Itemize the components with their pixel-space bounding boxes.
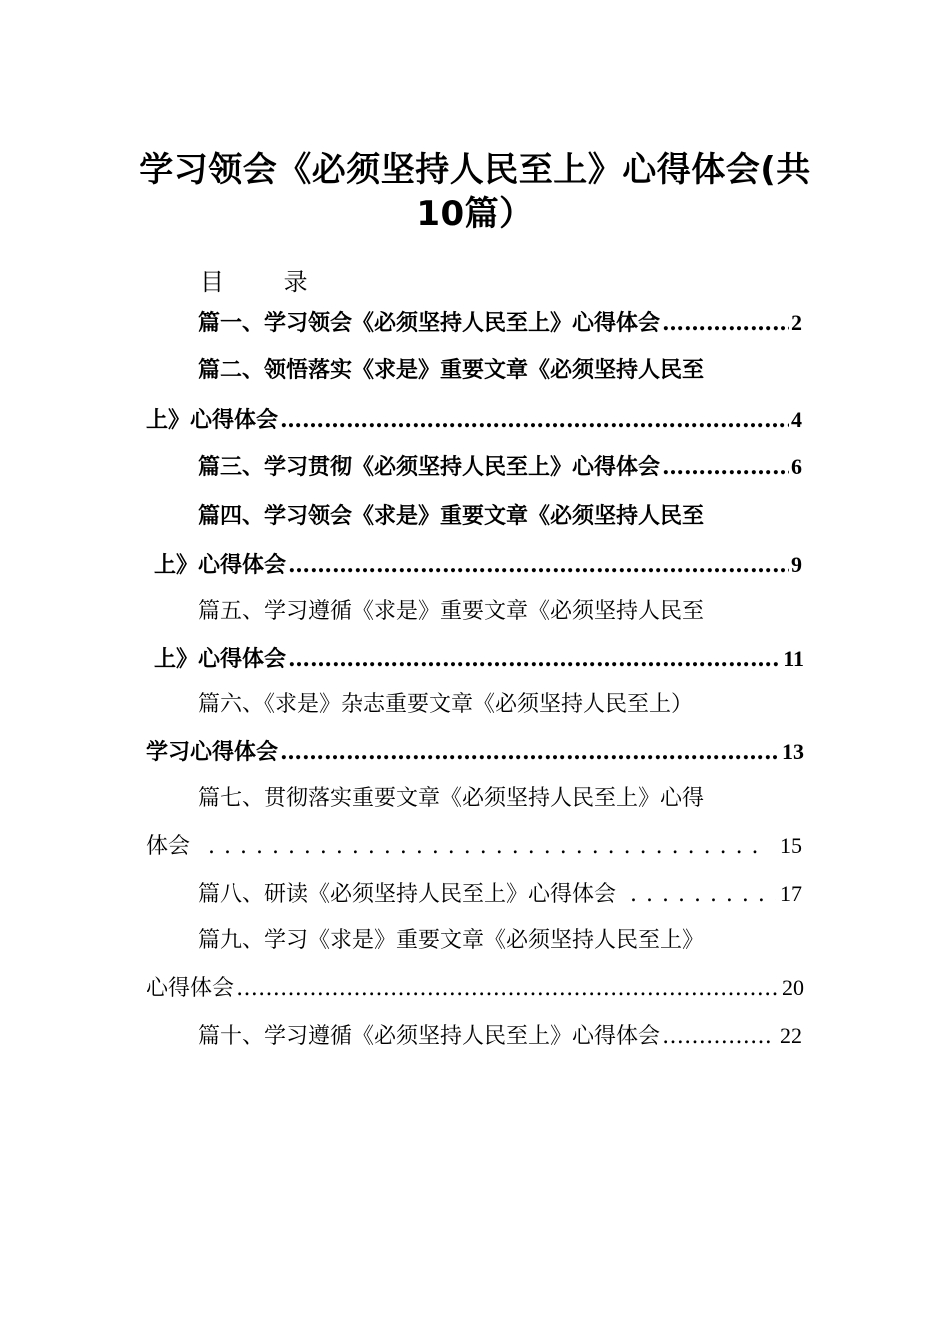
toc-entry-9-line-1[interactable] (198, 926, 704, 956)
toc-page-number: 13 (782, 739, 804, 764)
toc-page-number: 6 (791, 454, 802, 479)
toc-entry-5-line-1[interactable] (198, 597, 704, 627)
toc-entry-title: 篇六、《求是》杂志重要文章《必须坚持人民至上） (198, 692, 694, 717)
toc-leader (280, 737, 780, 767)
toc-page-number: 2 (791, 310, 802, 335)
toc-entry-6-line-1[interactable] (198, 690, 693, 720)
toc-entry-title: 篇九、学习《求是》重要文章《必须坚持人民至上》 (198, 928, 705, 953)
doc-title-line-1: 学习领会《必须坚持人民至上》心得体会(共 (139, 150, 811, 190)
toc-entry-6-line-2[interactable] (146, 737, 804, 768)
toc-entry-title-cont: 体会 (146, 834, 191, 859)
toc-page-number: 11 (783, 646, 804, 671)
toc-leader (236, 974, 780, 1004)
toc-entry-title: 篇三、学习贯彻《必须坚持人民至上》心得体会 (198, 455, 661, 480)
toc-entry-title-cont: 上》心得体会 (154, 647, 287, 672)
toc-entry-2-line-1[interactable] (198, 356, 704, 386)
toc-entry-title-cont: 学习心得体会 (146, 740, 279, 765)
toc-leader (662, 1022, 770, 1052)
toc-entry-title: 篇一、学习领会《必须坚持人民至上》心得体会 (198, 311, 661, 336)
toc-entry-title: 篇二、领悟落实《求是》重要文章《必须坚持人民至 (198, 358, 705, 383)
toc-leader (208, 832, 764, 862)
toc-entry-title-cont: 上》心得体会 (154, 553, 287, 578)
doc-title-line-2: 10篇） (416, 194, 534, 234)
toc-entry-8[interactable] (198, 879, 802, 910)
toc-page-number: 4 (791, 407, 802, 432)
toc-entry-10[interactable] (198, 1021, 802, 1052)
toc-entry-7-line-1[interactable] (198, 784, 704, 814)
toc-leader (662, 452, 789, 482)
toc-page-number: 22 (780, 1023, 802, 1048)
toc-entry-title: 篇十、学习遵循《必须坚持人民至上》心得体会 (198, 1024, 661, 1049)
toc-entry-title-cont: 心得体会 (146, 976, 235, 1001)
toc-entry-4-line-1[interactable] (198, 502, 704, 532)
toc-entry-2-line-2[interactable] (146, 405, 802, 436)
toc-heading: 目 录 (200, 268, 334, 296)
toc-entry-5-line-2[interactable] (154, 644, 804, 675)
toc-page-number: 9 (791, 552, 802, 577)
toc-page-number: 15 (780, 833, 802, 858)
toc-entry-title: 篇八、研读《必须坚持人民至上》心得体会 (198, 882, 617, 907)
toc-entry-9-line-2[interactable] (146, 973, 804, 1004)
toc-page-number: 20 (782, 975, 804, 1000)
toc-entry-title: 篇四、学习领会《求是》重要文章《必须坚持人民至 (198, 504, 705, 529)
toc-entry-1[interactable] (198, 308, 802, 339)
toc-leader (630, 880, 776, 910)
toc-entry-3[interactable] (198, 452, 802, 483)
toc-entry-title-cont: 上》心得体会 (146, 408, 279, 433)
toc-page-number: 17 (780, 881, 802, 906)
toc-entry-title: 篇五、学习遵循《求是》重要文章《必须坚持人民至 (198, 599, 705, 624)
toc-leader (280, 405, 789, 435)
toc-leader (662, 308, 789, 338)
toc-leader (288, 644, 781, 674)
toc-leader (288, 550, 789, 580)
toc-entry-title: 篇七、贯彻落实重要文章《必须坚持人民至上》心得 (198, 786, 705, 811)
toc-entry-7-line-2[interactable] (146, 831, 802, 862)
toc-entry-4-line-2[interactable] (154, 550, 802, 581)
